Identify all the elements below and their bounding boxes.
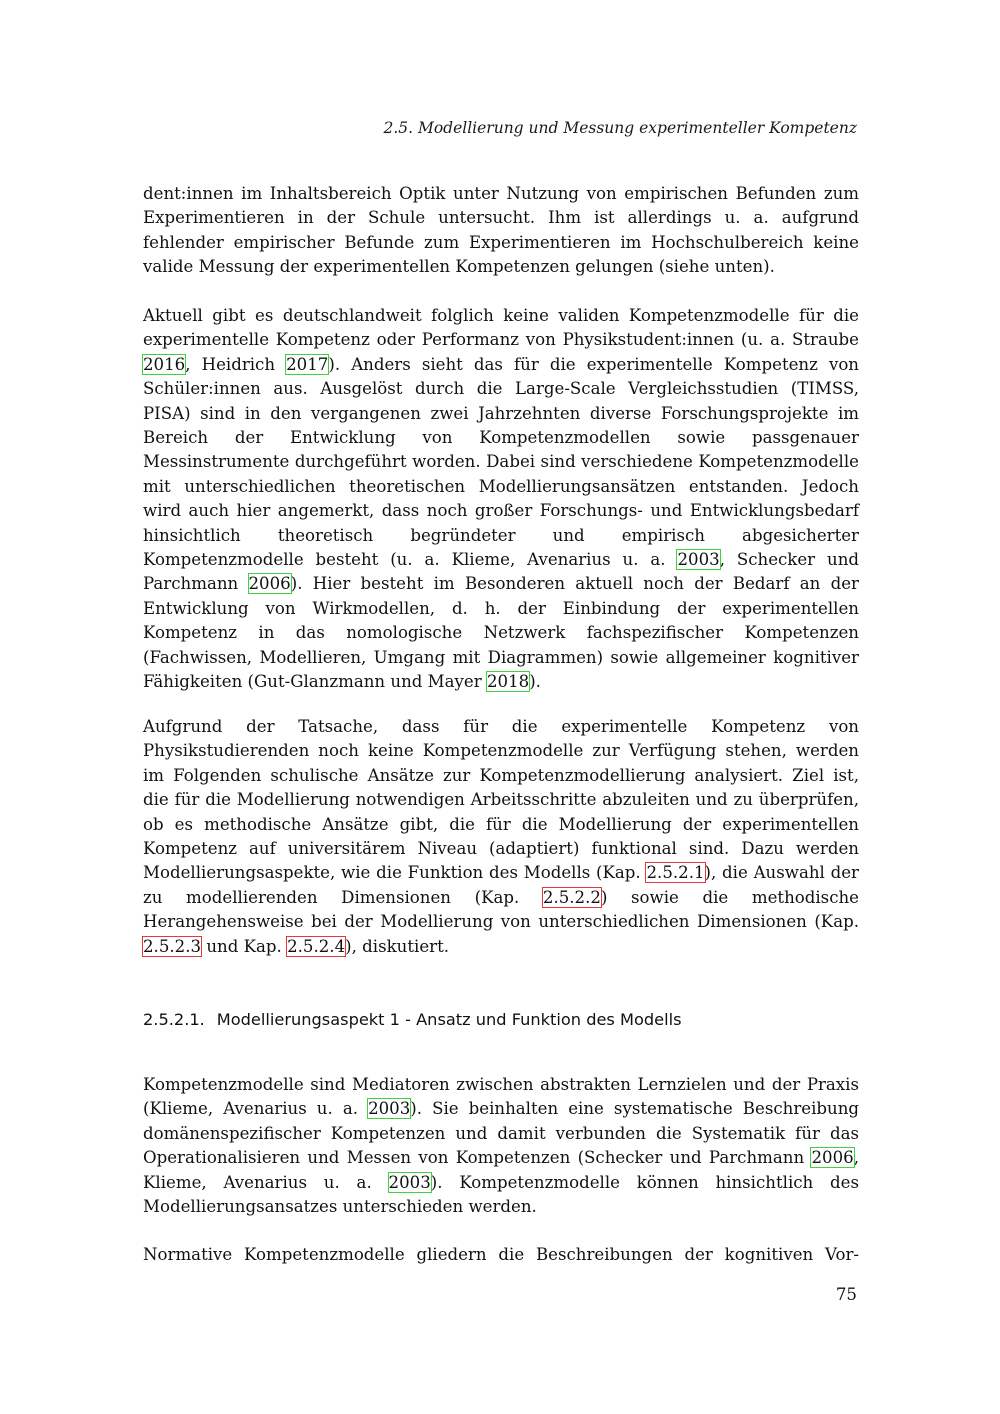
- paragraph-4: [143, 1073, 859, 1219]
- paragraph-4-text: ). Kompetenzmodelle können hinsichtlich des Modellierungsansatzes unterschieden werden.: [143, 1172, 859, 1217]
- paragraph-2-text: ). Hier besteht im Besonderen aktuell noch der Bedarf an der Entwicklung von Wirkmodellen, d. h. der Einbindung der experimentellen Kompetenz in das nomologische Netzwerk fachspezifischer Kompetenzen (Fachwissen, Modellieren, Umgang mit Diagrammen) sowie allgemeiner kognitiver Fähigkeiten (Gut-Glanzmann und Mayer: [143, 574, 859, 692]
- paragraph-2-text: ).: [529, 672, 541, 692]
- section-heading: [143, 1010, 682, 1029]
- citation-link[interactable]: 2003: [677, 550, 720, 570]
- paragraph-3: [143, 715, 859, 959]
- paragraph-5: [143, 1243, 859, 1267]
- page-number: 75: [835, 1285, 857, 1304]
- section-title: Modellierungsaspekt 1 - Ansatz und Funktion des Modells: [216, 1010, 682, 1029]
- citation-link[interactable]: 2006: [811, 1148, 854, 1168]
- section-number: 2.5.2.1.: [143, 1010, 205, 1029]
- citation-link[interactable]: 2003: [388, 1172, 431, 1192]
- paragraph-2-text: ). Anders sieht das für die experimentelle Kompetenz von Schüler:innen aus. Ausgelöst durch die Large-Scale Vergleichsstudien (TIMSS, PISA) sind in den vergangenen zwei Jahrzehnten diverse Forschungsprojekte im Bereich der Entwicklung von Kompetenzmodellen sowie passgenauer Messinstrumente durchgeführt worden. Dabei sind verschiedene Kompetenzmodelle mit unterschiedlichen theoretischen Modellierungsansätzen entstanden. Jedoch wird auch hier angemerkt, dass noch großer Forschungs- und Entwicklungsbedarf hinsichtlich theoretisch begründeter und empirisch abgesicherter Kompetenzmodelle besteht (u. a. Klieme, Avenarius u. a.: [143, 354, 859, 570]
- section-reference-link[interactable]: 2.5.2.1: [646, 863, 705, 883]
- paragraph-2-text: Aktuell gibt es deutschlandweit folglich keine validen Kompetenzmodelle für die experimentelle Kompetenz oder Performanz von Physikstudent:innen (u. a. Straube: [143, 306, 859, 350]
- citation-link[interactable]: 2017: [286, 354, 329, 374]
- paragraph-5-text: Normative Kompetenzmodelle gliedern die Beschreibungen der kognitiven Vor-: [143, 1245, 859, 1264]
- paragraph-1: [143, 182, 859, 280]
- section-reference-link[interactable]: 2.5.2.3: [143, 936, 202, 956]
- paragraph-1-text: dent:innen im Inhaltsbereich Optik unter Nutzung von empirischen Befunden zum Experimentieren in der Schule untersucht. Ihm ist allerdings u. a. aufgrund fehlender empirischer Befunde zum Experimentieren im Hochschulbereich keine valide Messung der experimentellen Kompetenzen gelungen (siehe unten).: [143, 184, 859, 277]
- paragraph-2-text: , Heidrich: [185, 354, 287, 374]
- paragraph-2: [143, 304, 859, 695]
- paragraph-3-text: Aufgrund der Tatsache, dass für die experimentelle Kompetenz von Physikstudierenden noch keine Kompetenzmodelle zur Verfügung stehen, werden im Folgenden schulische Ansätze zur Kompetenzmodellierung analysiert. Ziel ist, die für die Modellierung notwendigen Arbeitsschritte abzuleiten und zu überprüfen, ob es methodische Ansätze gibt, die für die Modellierung der experimentellen Kompetenz auf universitärem Niveau (adaptiert) funktional sind. Dazu werden Modellierungsaspekte, wie die Funktion des Modells (Kap.: [143, 717, 859, 883]
- section-reference-link[interactable]: 2.5.2.2: [542, 887, 601, 907]
- paragraph-4-text: , Klieme, Avenarius u. a.: [143, 1148, 859, 1192]
- citation-link[interactable]: 2003: [368, 1099, 411, 1119]
- citation-link[interactable]: 2018: [486, 672, 530, 692]
- paragraph-3-text: und Kap.: [201, 936, 288, 956]
- paragraph-3-text: ), diskutiert.: [345, 936, 450, 956]
- paragraph-4-text: Kompetenzmodelle sind Mediatoren zwischen abstrakten Lernzielen und der Praxis (Klieme, Avenarius u. a.: [143, 1075, 859, 1119]
- section-reference-link[interactable]: 2.5.2.4: [287, 936, 346, 956]
- citation-link[interactable]: 2006: [248, 574, 291, 594]
- paragraph-3-text: ) sowie die methodische Herangehensweise bei der Modellierung von unterschiedlichen Dimensionen (Kap.: [143, 887, 860, 932]
- paragraph-2-text: , Schecker und Parchmann: [143, 550, 859, 594]
- citation-link[interactable]: 2016: [143, 354, 186, 374]
- paragraph-3-text: ), die Auswahl der zu modellierenden Dimensionen (Kap.: [143, 863, 859, 907]
- running-header: 2.5. Modellierung und Messung experimenteller Kompetenz: [383, 119, 857, 137]
- paragraph-4-text: ). Sie beinhalten eine systematische Beschreibung domänenspezifischer Kompetenzen und damit verbunden die Systematik für das Operationalisieren und Messen von Kompetenzen (Schecker und Parchmann: [143, 1099, 859, 1168]
